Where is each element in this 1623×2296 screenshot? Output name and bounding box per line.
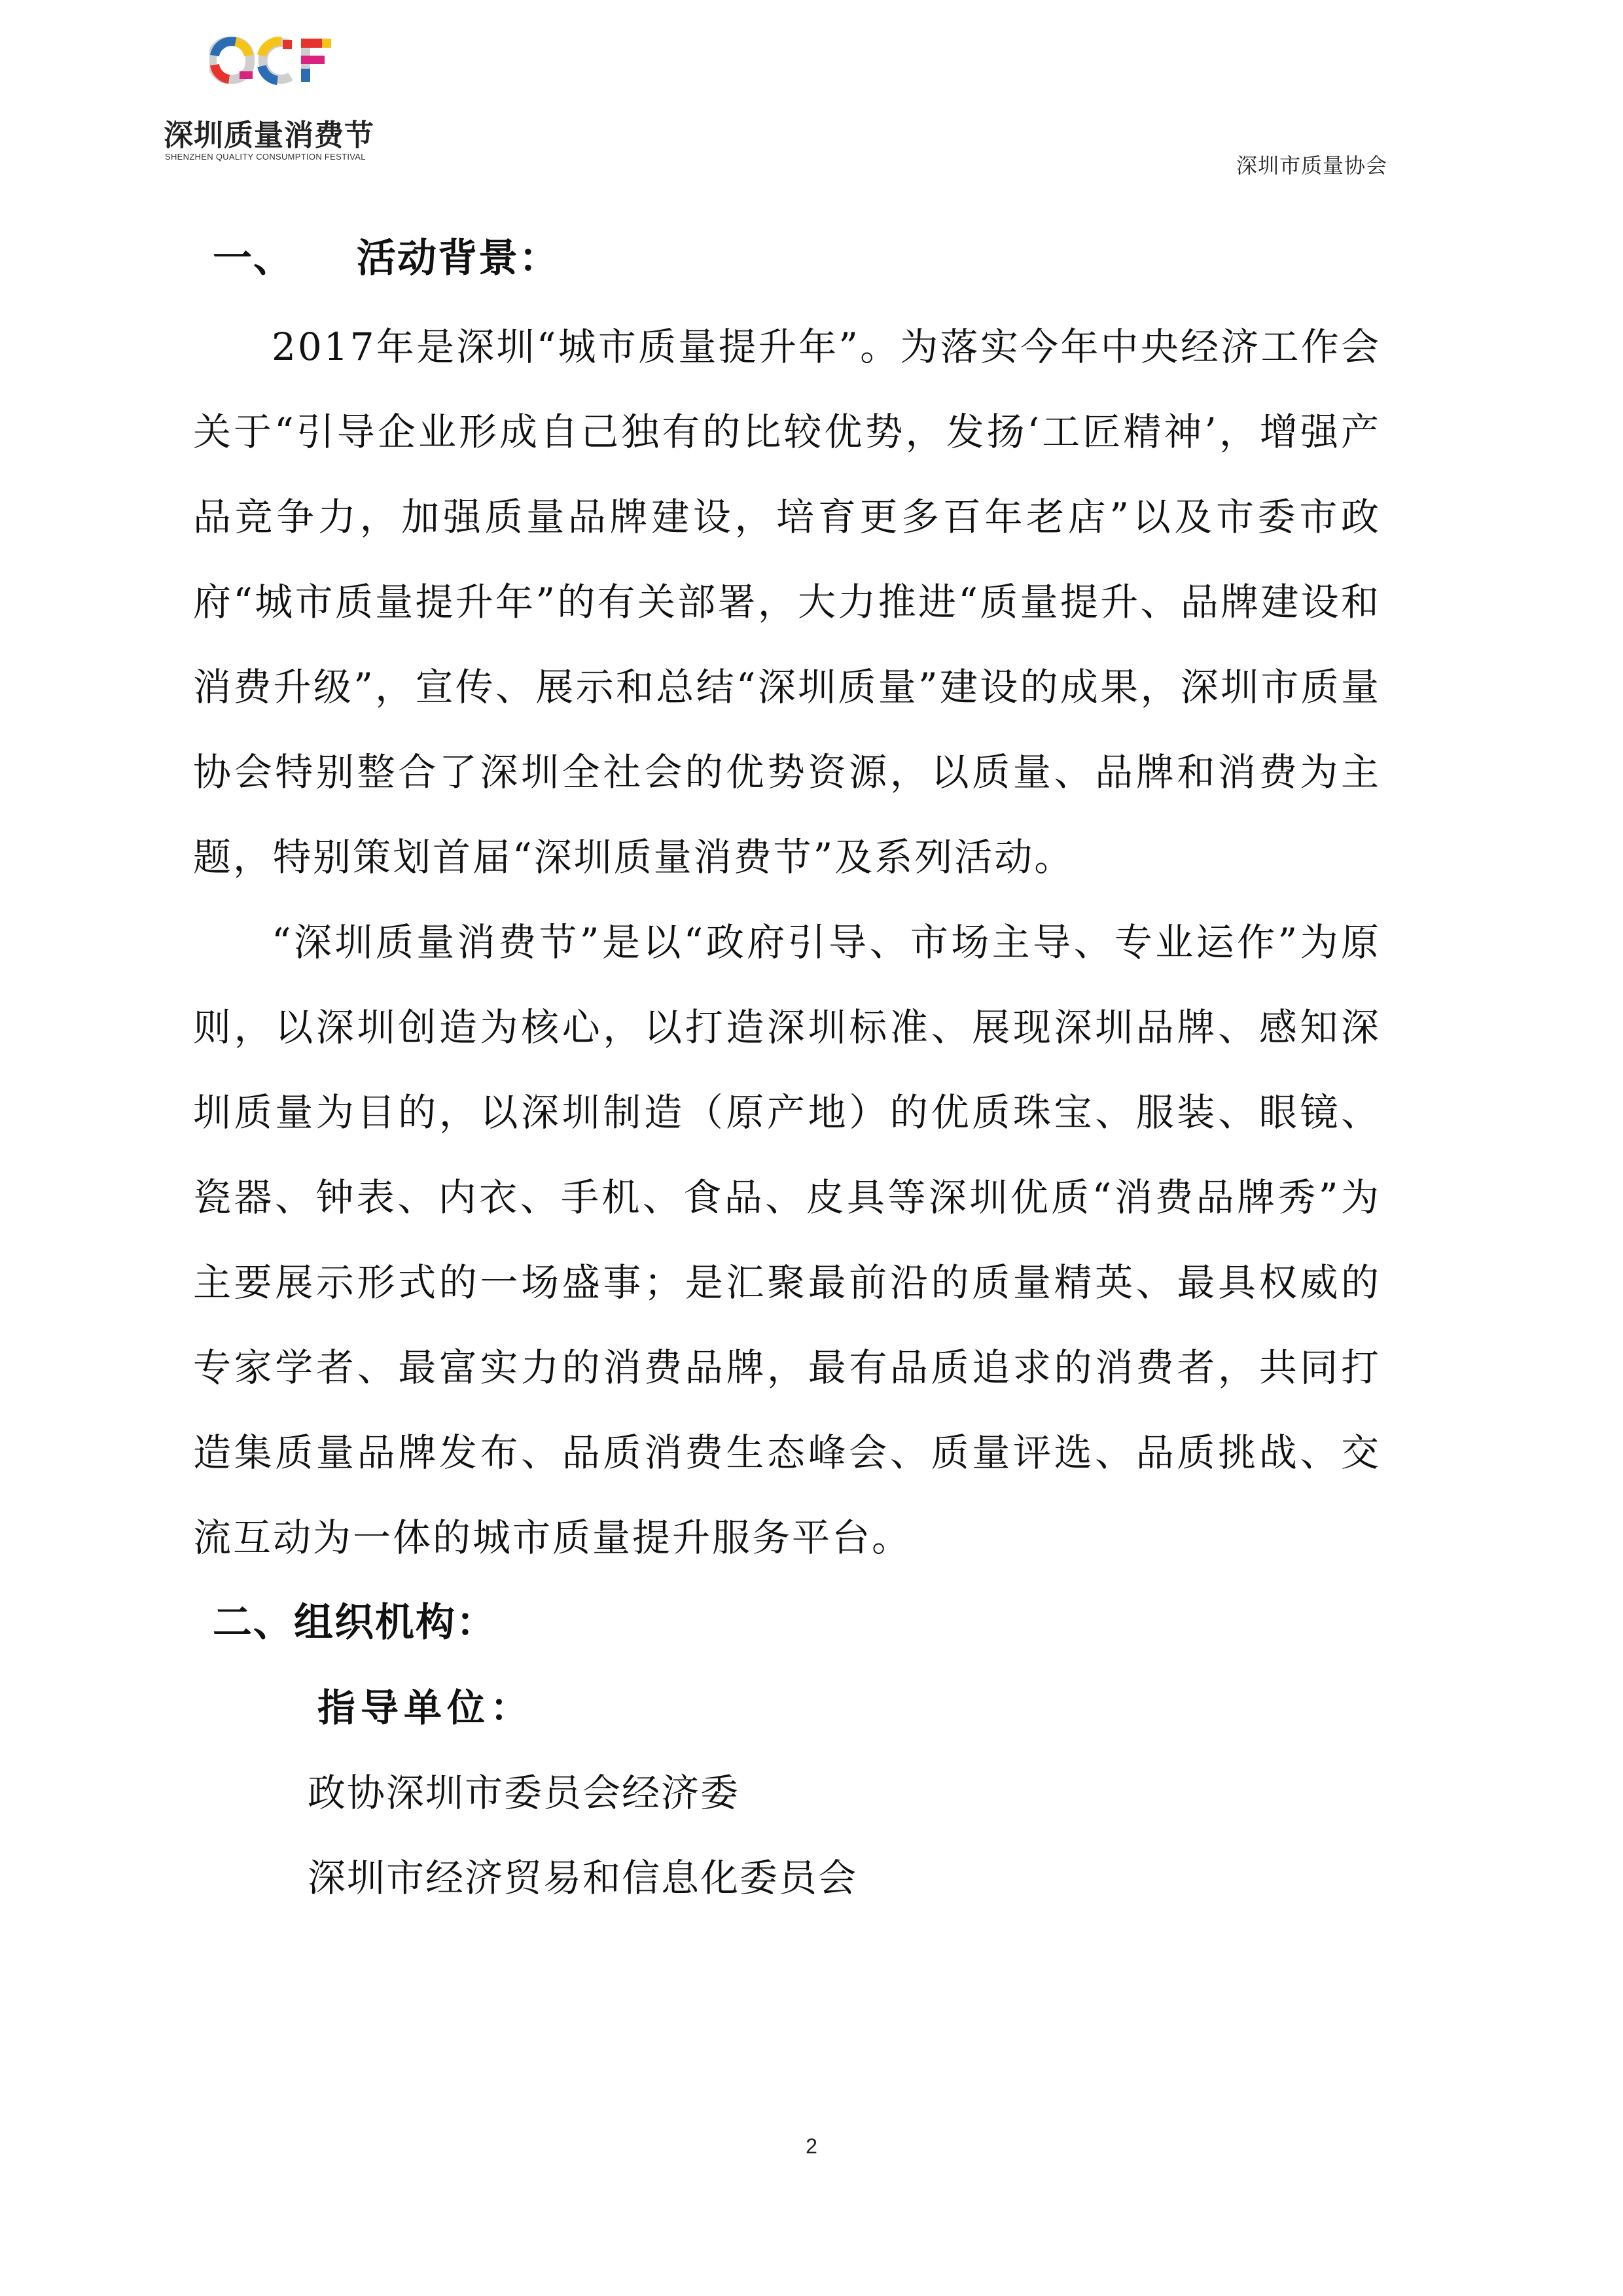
- logo-chinese-name: 深圳质量消费节: [164, 118, 375, 152]
- document-body: [193, 226, 1381, 1920]
- section-1-title: 活动背景：: [357, 236, 560, 281]
- background-paragraph-2: “深圳质量消费节”是以“政府引导、市场主导、专业运作”为原则，以深圳创造为核心，以打造深圳标准、展现深圳品牌、感知深圳质量为目的，以深圳制造（原产地）的优质珠宝、服装、眼镜、瓷器、钟表、内衣、手机、食品、皮具等深圳优质“消费品牌秀”为主要展示形式的一场盛事；是汇聚最前沿的质量精英、最具权威的专家学者、最富实力的消费品牌，最有品质追求的消费者，共同打造集质量品牌发布、品质消费生态峰会、质量评选、品质挑战、交流互动为一体的城市质量提升服务平台。: [193, 920, 1381, 1560]
- section-2-heading: 二、组织机构：: [213, 1600, 497, 1646]
- guiding-unit-item: 政协深圳市委员会经济委: [308, 1771, 740, 1815]
- qcf-logo-icon: [209, 36, 334, 108]
- section-1-heading: [213, 226, 1381, 291]
- page-number: 2: [806, 2134, 817, 2158]
- logo-english-name: SHENZHEN QUALITY CONSUMPTION FESTIVAL: [165, 152, 366, 162]
- festival-logo: [164, 36, 399, 167]
- guiding-units-heading: 指导单位：: [317, 1686, 534, 1730]
- guiding-unit-item: 深圳市经济贸易和信息化委员会: [308, 1856, 858, 1900]
- page-header: [0, 0, 1623, 183]
- organization-name: 深圳市质量协会: [1236, 153, 1387, 178]
- background-paragraph-1: 2017年是深圳“城市质量提升年”。为落实今年中央经济工作会关于“引导企业形成自己独有的比较优势，发扬‘工匠精神’，增强产品竞争力，加强质量品牌建设，培育更多百年老店”以及市委市政府“城市质量提升年”的有关部署，大力推进“质量提升、品牌建设和消费升级”，宣传、展示和总结“深圳质量”建设的成果，深圳市质量协会特别整合了深圳全社会的优势资源，以质量、品牌和消费为主题，特别策划首届“深圳质量消费节”及系列活动。: [193, 325, 1381, 879]
- section-1-number: 一、: [213, 236, 294, 281]
